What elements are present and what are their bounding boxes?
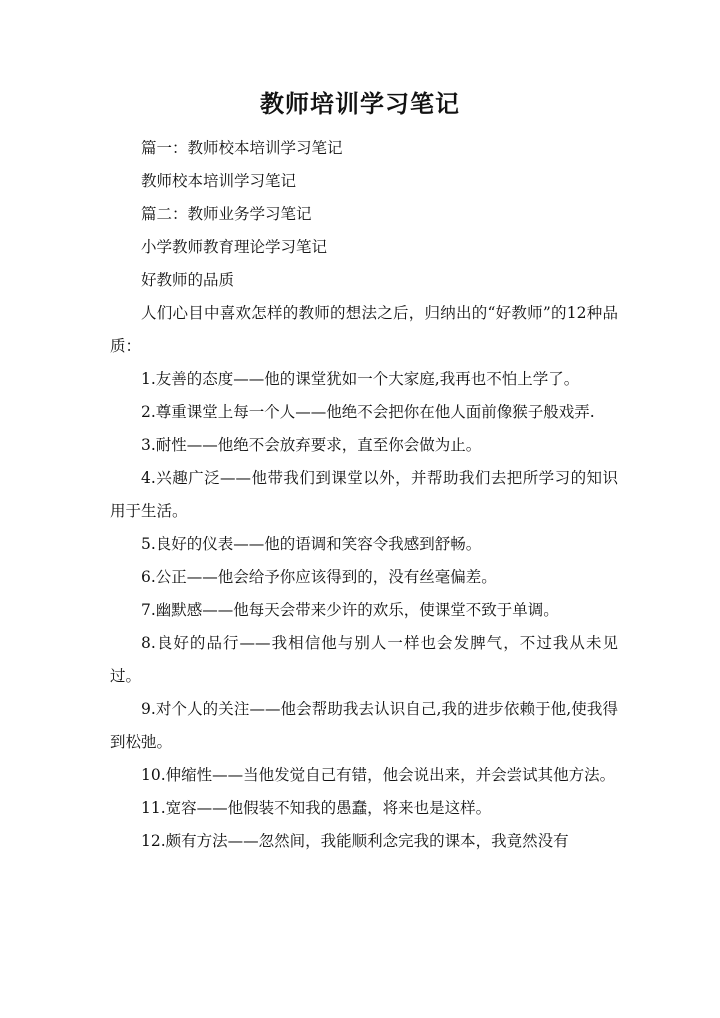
list-item-quality-4: 4.兴趣广泛——他带我们到课堂以外，并帮助我们去把所学习的知识用于生活。: [110, 469, 618, 520]
list-item-quality-11: 11.宽容——他假装不知我的愚蠢，将来也是这样。: [141, 799, 492, 817]
list-item-quality-5: 5.良好的仪表——他的语调和笑容令我感到舒畅。: [141, 535, 482, 553]
document-title: 教师培训学习笔记: [260, 89, 460, 118]
paragraph-section-two-title: 小学教师教育理论学习笔记: [141, 238, 328, 256]
list-item-quality-3: 3.耐性——他绝不会放弃要求，直至你会做为止。: [141, 436, 482, 454]
document-body: [110, 132, 618, 858]
list-item-quality-6: 6.公正——他会给予你应该得到的，没有丝毫偏差。: [141, 568, 497, 586]
paragraph-section-one-title: 教师校本培训学习笔记: [141, 172, 297, 190]
list-item-quality-1: 1.友善的态度——他的课堂犹如一个大家庭,我再也不怕上学了。: [141, 370, 580, 388]
paragraph-subtitle: 好教师的品质: [141, 271, 235, 289]
list-item-quality-8: 8.良好的品行——我相信他与别人一样也会发脾气，不过我从未见过。: [110, 634, 618, 685]
list-item-quality-10: 10.伸缩性——当他发觉自己有错，他会说出来，并会尝试其他方法。: [141, 766, 616, 784]
paragraph-section-two-heading: 篇二：教师业务学习笔记: [141, 205, 312, 223]
paragraph-section-one-heading: 篇一：教师校本培训学习笔记: [141, 139, 343, 157]
list-item-quality-12: 12.颇有方法——忽然间，我能顺利念完我的课本，我竟然没有: [141, 832, 569, 850]
list-item-quality-2: 2.尊重课堂上每一个人——他绝不会把你在他人面前像猴子般戏弄.: [141, 403, 595, 421]
paragraph-intro: 人们心目中喜欢怎样的教师的想法之后，归纳出的“好教师”的12种品质：: [110, 304, 618, 355]
list-item-quality-9: 9.对个人的关注——他会帮助我去认识自己,我的进步依赖于他,使我得到松弛。: [110, 700, 618, 751]
list-item-quality-7: 7.幽默感——他每天会带来少许的欢乐，使课堂不致于单调。: [141, 601, 559, 619]
